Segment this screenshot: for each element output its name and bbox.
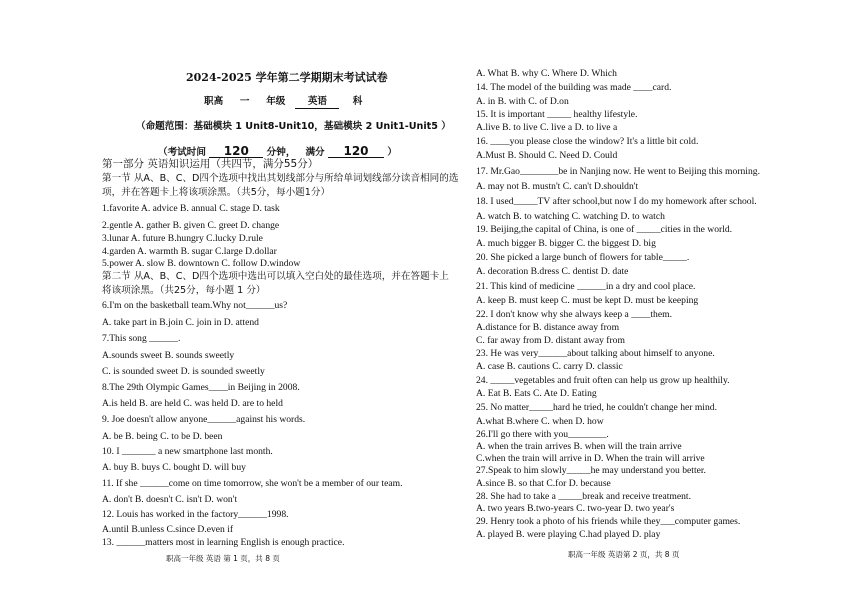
options: A. Eat B. Eats C. Ate D. Eating <box>476 388 597 399</box>
question: 18. I used_____TV after school,but now I do my homework after school. <box>476 196 757 207</box>
question: 11. If she ______come on time tomorrow, she won't be a member of our team. <box>102 478 403 489</box>
options: A. may not B. mustn't C. can't D.shouldn't <box>476 181 639 192</box>
options: A. case B. cautions C. carry D. classic <box>476 361 623 372</box>
options: A.what B.where C. when D. how <box>476 416 604 427</box>
options: C. far away from D. distant away from <box>476 335 625 346</box>
part1-heading: 第一部分 英语知识运用（共四节，满分55分） <box>102 158 319 170</box>
options: A. don't B. doesn't C. isn't D. won't <box>102 494 238 505</box>
options: A.since B. so that C.for D. because <box>476 478 611 489</box>
question: 29. Henry took a photo of his friends while they___computer games. <box>476 516 741 527</box>
question: 13. ______matters most in learning English is enough practice. <box>102 537 345 548</box>
scope-line: （命题范围：基础模块 1 Unit8-Unit10，基础模块 2 Unit1-Unit5 ） <box>136 121 451 132</box>
options: A. in B. with C. of D.on <box>476 96 569 107</box>
phonetic-item: 3.lunar A. future B.hungry C.lucky D.rule <box>102 233 263 244</box>
options: A.distance for B. distance away from <box>476 322 620 333</box>
phonetic-item: 4.garden A. warmth B. sugar C.large D.dollar <box>102 246 277 257</box>
options: A. two years B.two-years C. two-year D. two year's <box>476 503 675 514</box>
sec1-instruction-1: 第一节 从A、B、C、D四个选项中找出其划线部分与所给单词划线部分读音相同的选 <box>102 173 459 184</box>
question: 24. _____vegetables and fruit often can help us grow up healthily. <box>476 375 730 386</box>
options: A. What B. why C. Where D. Which <box>476 68 617 79</box>
phonetic-item: 2.gentle A. gather B. given C. greet D. change <box>102 220 280 231</box>
question: 7.This song ______. <box>102 333 181 344</box>
phonetic-item: 5.power A. slow B. downtown C. follow D.window <box>102 258 301 269</box>
question: 9. Joe doesn't allow anyone______against his words. <box>102 414 306 425</box>
options: A. be B. being C. to be D. been <box>102 431 223 442</box>
question: 19. Beijing,the capital of China, is one of _____cities in the world. <box>476 224 733 235</box>
options: A. much bigger B. bigger C. the biggest D. big <box>476 238 656 249</box>
question: 12. Louis has worked in the factory______1998. <box>102 509 289 520</box>
options: A.Must B. Should C. Need D. Could <box>476 150 618 161</box>
options: A.is held B. are held C. was held D. are to held <box>102 398 283 409</box>
question: 23. He was very______about talking about himself to anyone. <box>476 348 715 359</box>
options: A. buy B. buys C. bought D. will buy <box>102 462 246 473</box>
sec2-instruction-2: 将该项涂黑。（共25分，每小题 1 分） <box>102 285 266 296</box>
question: 16. ____you please close the window? It's a little bit cold. <box>476 136 699 147</box>
options: A. watch B. to watching C. watching D. to watch <box>476 211 665 222</box>
question: 25. No matter_____hard he tried, he couldn't change her mind. <box>476 402 717 413</box>
page-footer: 职高一年级 英语 第 1 页，共 8 页 <box>166 554 280 563</box>
options: A. take part in B.join C. join in D. attend <box>102 317 259 328</box>
options: A. played B. were playing C.had played D. play <box>476 529 661 540</box>
question: 14. The model of the building was made ____card. <box>476 82 672 93</box>
page-footer: 职高一年级 英语第 2 页，共 8 页 <box>568 550 680 559</box>
options: A. when the train arrives B. when will the train arrive <box>476 441 682 452</box>
options: A.live B. to live C. live a D. to live a <box>476 122 618 133</box>
question: 15. It is important _____ healthy lifestyle. <box>476 109 638 120</box>
question: 17. Mr.Gao________be in Nanjing now. He went to Beijing this morning. <box>476 166 760 177</box>
phonetic-item: 1.favorite A. advice B. annual C. stage D. task <box>102 203 280 214</box>
options: A. decoration B.dress C. dentist D. date <box>476 266 629 277</box>
options: A.sounds sweet B. sounds sweetly <box>102 350 235 361</box>
question: 28. She had to take a _____break and receive treatment. <box>476 491 691 502</box>
time-line: （考试时间 120 分钟， 满分 120 ） <box>158 144 397 158</box>
question: 8.The 29th Olympic Games____in Beijing in 2008. <box>102 382 300 393</box>
question: 22. I don't know why she always keep a ____them. <box>476 309 672 320</box>
options: C. is sounded sweet D. is sounded sweetly <box>102 366 265 377</box>
options: A.until B.unless C.since D.even if <box>102 524 234 535</box>
question: 27.Speak to him slowly_____he may understand you better. <box>476 465 706 476</box>
options: A. keep B. must keep C. must be kept D. must be keeping <box>476 295 699 306</box>
class-line: 职高 一 年级 英语 科 <box>204 96 363 107</box>
exam-title: 2024-2025 学年第二学期期末考试试卷 <box>186 71 388 84</box>
question: 6.I'm on the basketball team.Why not______us? <box>102 300 288 311</box>
question: 10. I _______ a new smartphone last month. <box>102 446 273 457</box>
question: 26.I'll go there with you________. <box>476 429 609 440</box>
sec1-instruction-2: 项，并在答题卡上将该项涂黑。（共5分，每小题1分） <box>102 187 331 198</box>
question: 20. She picked a large bunch of flowers for table_____. <box>476 252 690 263</box>
options: C.when the train will arrive in D. When the train will arrive <box>476 453 705 464</box>
sec2-instruction-1: 第二节 从A、B、C、D四个选项中选出可以填入空白处的最佳选项，并在答题卡上 <box>102 271 449 282</box>
question: 21. This kind of medicine ______in a dry and cool place. <box>476 281 696 292</box>
